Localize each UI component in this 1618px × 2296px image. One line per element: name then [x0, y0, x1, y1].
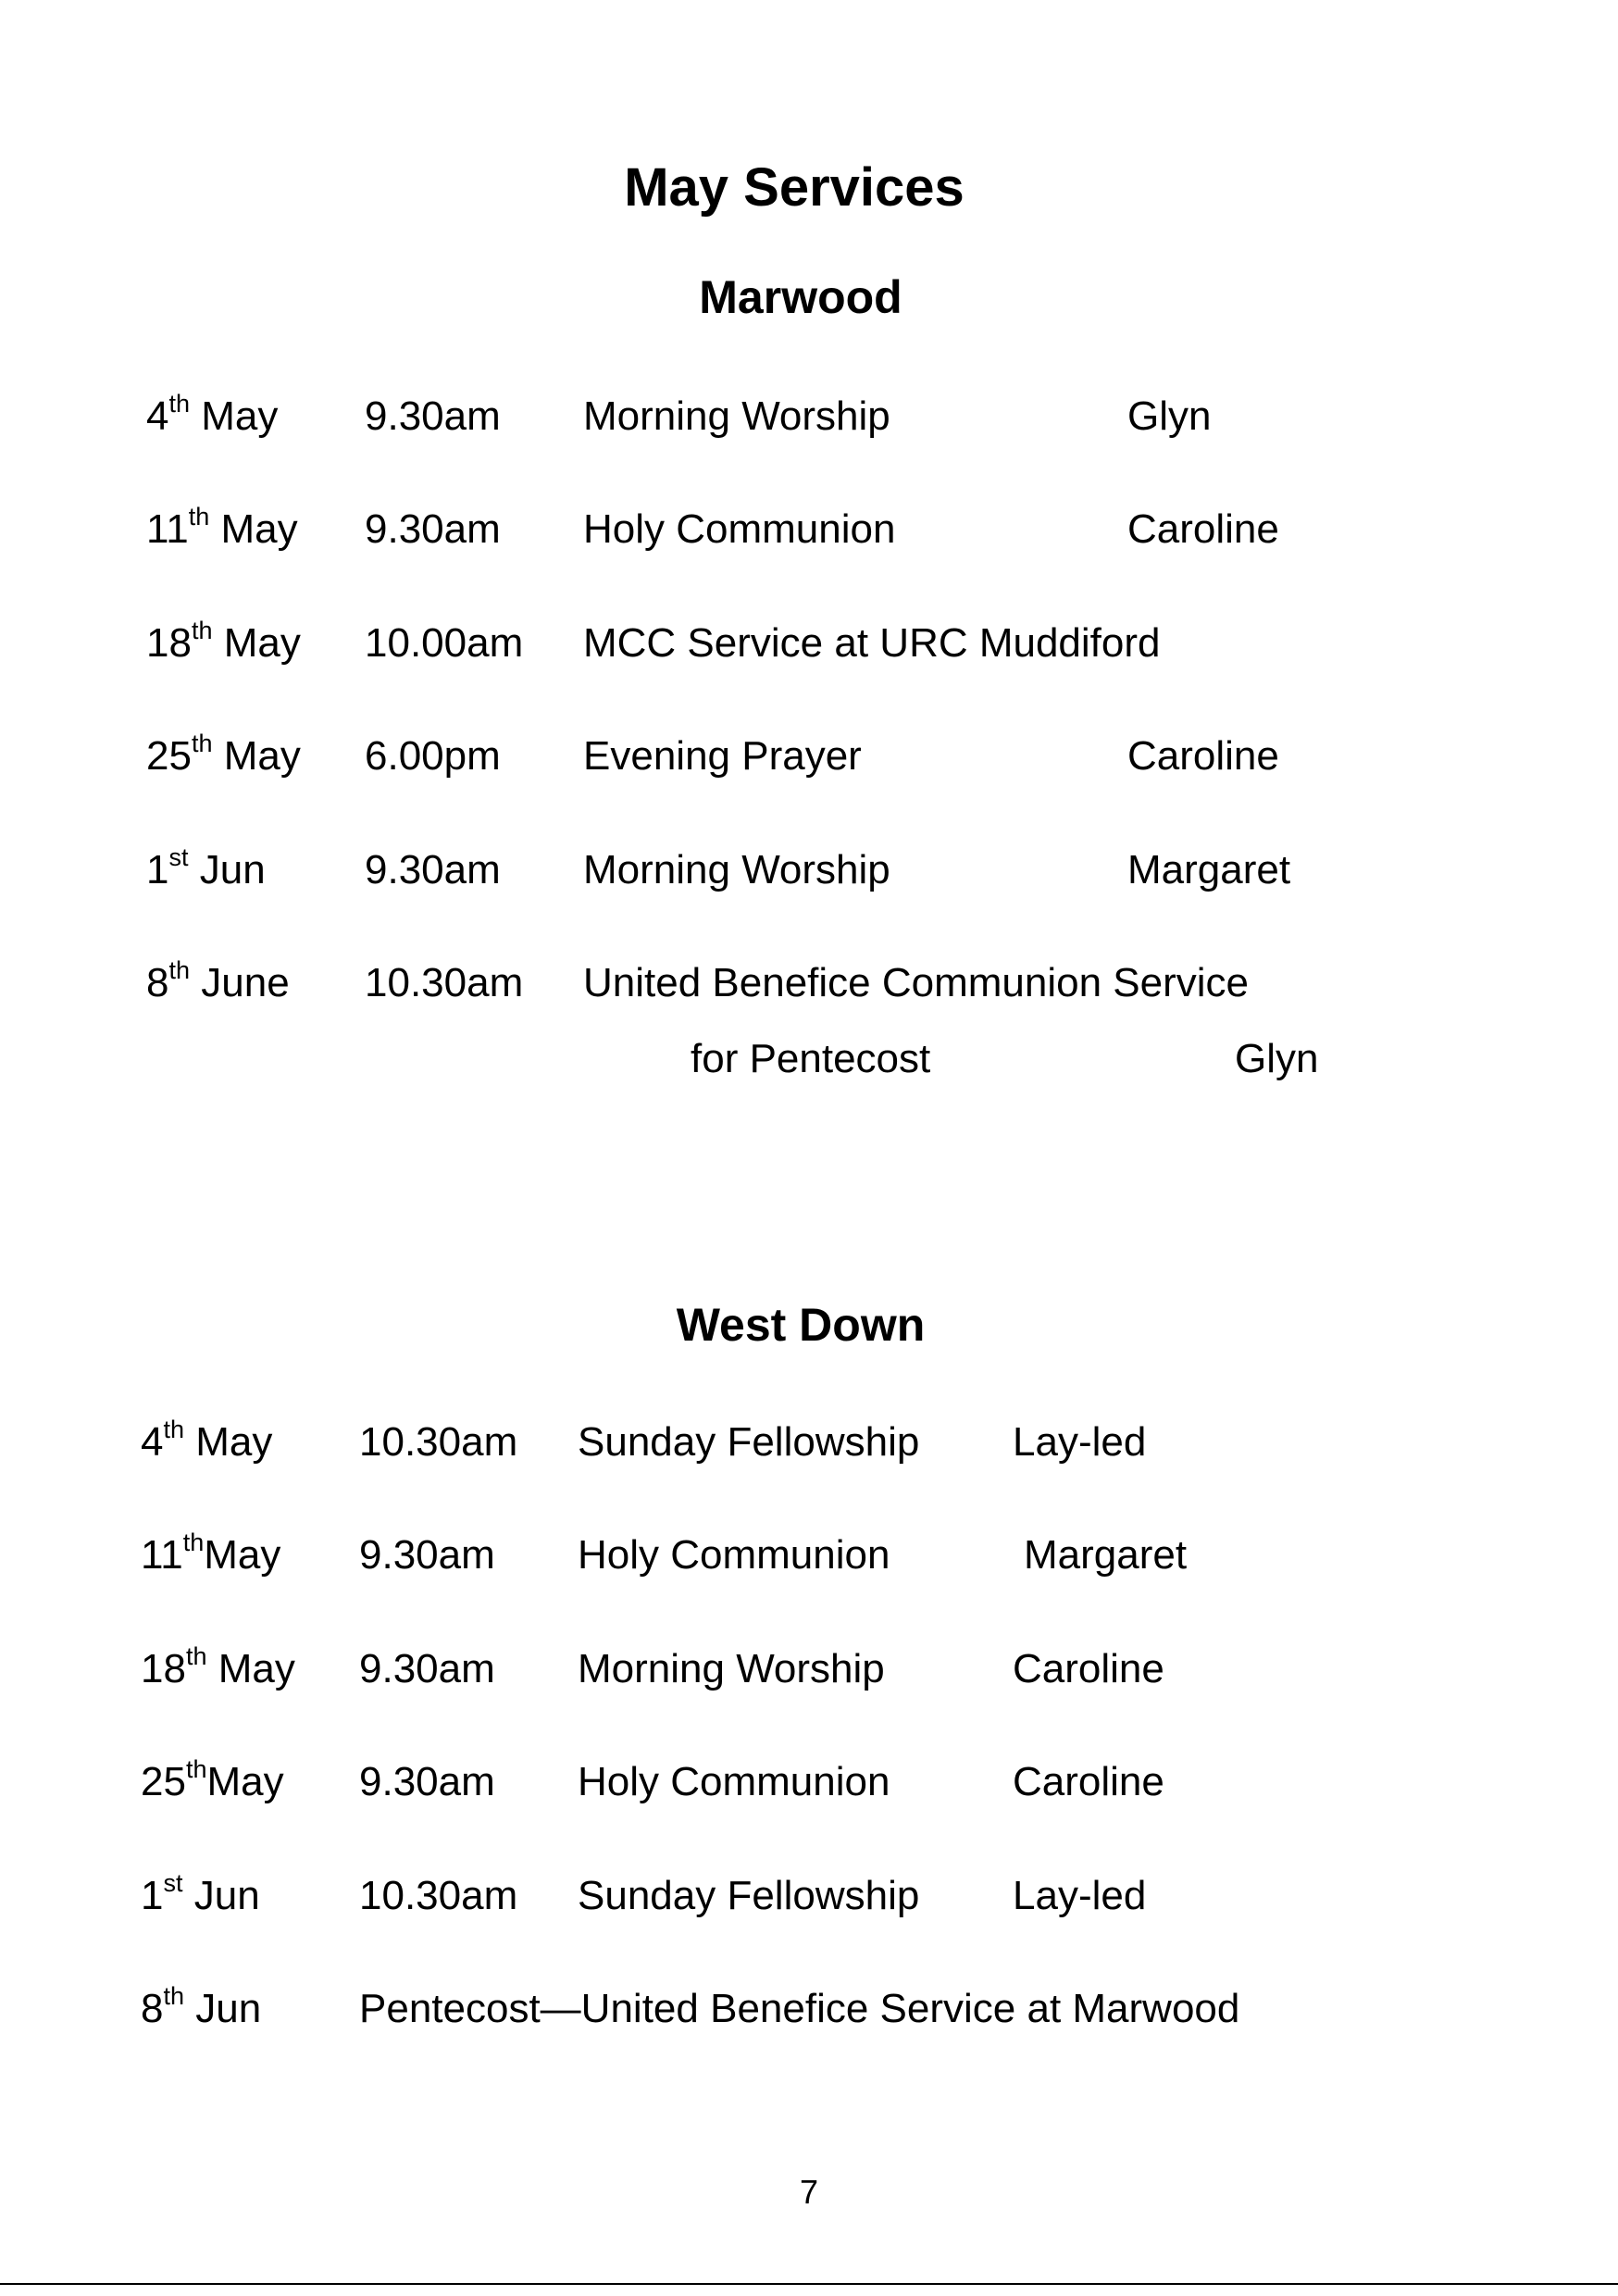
date-cell: 11th May: [146, 503, 298, 552]
date-cell: 11thMay: [141, 1529, 281, 1578]
leader-cell: Lay-led: [1013, 1873, 1147, 1918]
leader-cell: Caroline: [1013, 1759, 1164, 1804]
leader-cell: Margaret: [1024, 1532, 1188, 1578]
leader-cell: Caroline: [1013, 1646, 1164, 1691]
leader-cell: Glyn: [1127, 393, 1212, 439]
leader-cell: Lay-led: [1013, 1419, 1147, 1465]
service-cell: Sunday Fellowship: [578, 1873, 920, 1918]
service-cell: United Benefice Communion Service: [583, 960, 1250, 1005]
leader-cell: Caroline: [1127, 733, 1279, 779]
table-row-continuation: [0, 1031, 1618, 1087]
table-row: [0, 955, 1618, 1011]
footer-divider: [0, 2283, 1618, 2285]
time-cell: 10.30am: [365, 960, 524, 1005]
service-cell: for Pentecost: [691, 1036, 931, 1081]
service-cell: Morning Worship: [583, 847, 890, 892]
section-title-west-down: West Down: [676, 1299, 926, 1351]
table-row: [0, 616, 1618, 671]
time-cell: 10.30am: [359, 1419, 518, 1465]
date-cell: 8th Jun: [141, 1982, 262, 2031]
time-cell: 10.30am: [359, 1873, 518, 1918]
service-cell: MCC Service at URC Muddiford: [583, 620, 1161, 666]
table-row: [0, 1754, 1618, 1810]
table-row: [0, 502, 1618, 557]
date-cell: 25th May: [146, 730, 301, 779]
page-title: May Services: [624, 157, 965, 218]
time-cell: 9.30am: [365, 847, 501, 892]
leader-cell: Glyn: [1235, 1036, 1319, 1081]
date-cell: 1st Jun: [141, 1869, 260, 1918]
service-cell: Evening Prayer: [583, 733, 862, 779]
table-row: [0, 1868, 1618, 1924]
table-row: [0, 1415, 1618, 1470]
table-row: [0, 1641, 1618, 1697]
service-cell: Holy Communion: [578, 1759, 890, 1804]
time-cell: 10.00am: [365, 620, 524, 666]
service-cell: Morning Worship: [583, 393, 890, 439]
time-cell: 6.00pm: [365, 733, 501, 779]
time-cell: 9.30am: [359, 1532, 495, 1578]
date-cell: 4th May: [146, 390, 279, 439]
section-title-marwood: Marwood: [699, 271, 902, 323]
date-cell: 25thMay: [141, 1755, 284, 1804]
date-cell: 18th May: [141, 1642, 295, 1691]
time-cell: 9.30am: [359, 1759, 495, 1804]
table-row: [0, 1528, 1618, 1583]
time-cell: 9.30am: [365, 393, 501, 439]
leader-cell: Margaret: [1127, 847, 1291, 892]
table-row: [0, 842, 1618, 898]
table-row: [0, 729, 1618, 784]
service-cell: Holy Communion: [583, 506, 896, 552]
time-cell: 9.30am: [365, 506, 501, 552]
leader-cell: Caroline: [1127, 506, 1279, 552]
date-cell: 8th June: [146, 956, 290, 1005]
service-cell: Holy Communion: [578, 1532, 890, 1578]
page-number: 7: [799, 2173, 819, 2211]
service-cell: Sunday Fellowship: [578, 1419, 920, 1465]
service-cell: Morning Worship: [578, 1646, 885, 1691]
date-cell: 18th May: [146, 617, 301, 666]
time-cell: 9.30am: [359, 1646, 495, 1691]
table-row: [0, 1981, 1618, 2037]
date-cell: 1st Jun: [146, 843, 266, 892]
date-cell: 4th May: [141, 1416, 273, 1465]
table-row: [0, 389, 1618, 444]
service-cell: Pentecost—United Benefice Service at Marwood: [359, 1986, 1240, 2031]
